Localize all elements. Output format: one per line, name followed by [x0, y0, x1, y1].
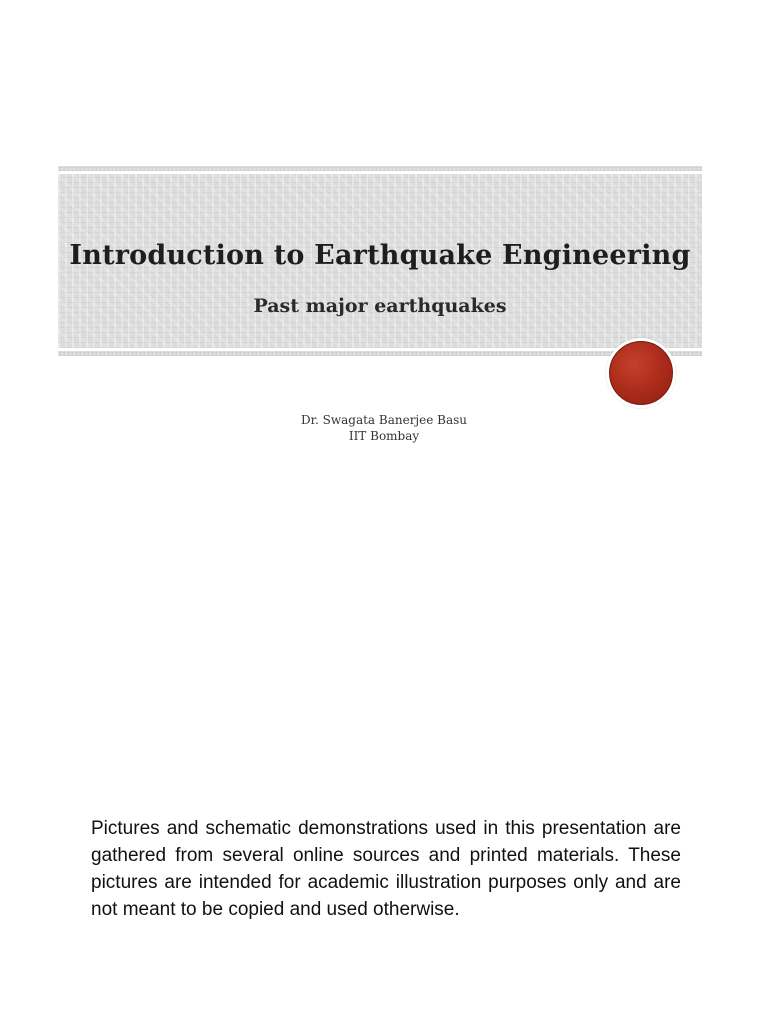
- author-affiliation: IIT Bombay: [348, 429, 420, 443]
- slide-title: Introduction to Earthquake Engineering: [69, 240, 691, 271]
- decorative-circle-badge: [606, 338, 676, 408]
- author-name: Dr. Swagata Banerjee Basu: [300, 413, 468, 427]
- title-band: [58, 166, 702, 356]
- decorative-circle-fill: [609, 341, 673, 405]
- slide-subtitle: Past major earthquakes: [253, 295, 507, 317]
- title-panel: [58, 174, 702, 348]
- author-block: [200, 412, 568, 444]
- disclaimer-text: Pictures and schematic demonstrations used in this presentation are gathered from several online sources and printed materials. These pictures are intended for academic illustration purposes only and are not meant to be copied and used otherwise.: [91, 818, 681, 920]
- title-band-bottom-stripe: [58, 351, 702, 356]
- title-band-top-stripe: [58, 166, 702, 171]
